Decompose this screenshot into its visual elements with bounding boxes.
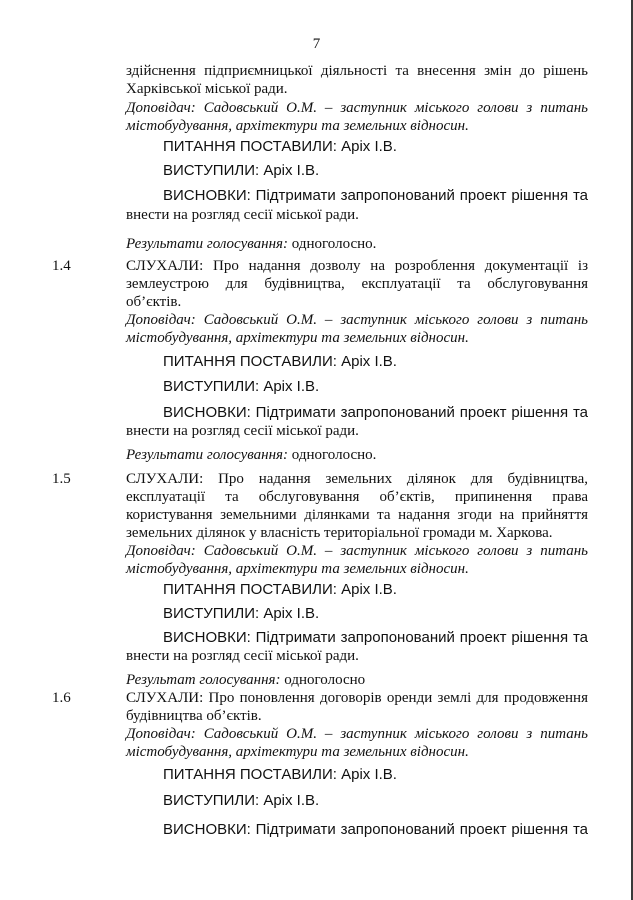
spoke: ВИСТУПИЛИ: Аріх І.В. [163,605,320,622]
conclusions-line-1: ВИСНОВКИ: Підтримати запропонований проект рішення та [163,821,588,838]
raised-by: ПИТАННЯ ПОСТАВИЛИ: Аріх І.В. [163,138,397,155]
spoke: ВИСТУПИЛИ: Аріх І.В. [163,378,320,395]
reporter-line-1: Доповідач: Садовський О.М. – заступник міського голови з питань [126,726,588,742]
conclusions-line-1: ВИСНОВКИ: Підтримати запропонований проект рішення та [163,187,588,204]
heard-line: СЛУХАЛИ: Про поновлення договорів оренди землі для продовження [126,690,588,706]
heard-line: СЛУХАЛИ: Про надання земельних ділянок для будівництва, [126,471,588,487]
page-number: 7 [312,36,321,52]
conclusions-line-2: внести на розгляд сесії міської ради. [126,423,359,439]
spoke: ВИСТУПИЛИ: Аріх І.В. [163,162,320,179]
heard-line: експлуатації та обслуговування об’єктів, припинення права [126,489,588,505]
heard-line: СЛУХАЛИ: Про надання дозволу на розроблення документації із [126,258,588,274]
reporter-line-1: Доповідач: Садовський О.М. – заступник міського голови з питань [126,543,588,559]
spoke: ВИСТУПИЛИ: Аріх І.В. [163,792,320,809]
reporter-line-2: містобудування, архітектури та земельних відносин. [126,330,469,346]
reporter-line-2: містобудування, архітектури та земельних відносин. [126,744,469,760]
raised-by: ПИТАННЯ ПОСТАВИЛИ: Аріх І.В. [163,766,397,783]
conclusions-line-1: ВИСНОВКИ: Підтримати запропонований проект рішення та [163,629,588,646]
vote-value: одноголосно [284,672,366,688]
conclusions-line-2: внести на розгляд сесії міської ради. [126,648,359,664]
continuation-line-2: Харківської міської ради. [126,81,288,97]
continuation-line-1: здійснення підприємницької діяльності та внесення змін до рішень [126,63,588,79]
heard-line: землеустрою для будівництва, експлуатації та обслуговування [126,276,588,292]
vote-label: Результати голосування: [126,447,289,463]
vote-label: Результат голосування: [126,672,281,688]
item-number: 1.4 [52,258,71,274]
vote-value: одноголосно. [291,236,377,252]
conclusions-line-2: внести на розгляд сесії міської ради. [126,207,359,223]
reporter-line-1: Доповідач: Садовський О.М. – заступник міського голови з питань [126,100,588,116]
item-number: 1.5 [52,471,71,487]
heard-line: земельних ділянок у власність територіальної громади м. Харкова. [126,525,553,541]
heard-line: об’єктів. [126,294,182,310]
vote-value: одноголосно. [291,447,377,463]
reporter-line-2: містобудування, архітектури та земельних відносин. [126,118,469,134]
reporter-line-2: містобудування, архітектури та земельних відносин. [126,561,469,577]
reporter-line-1: Доповідач: Садовський О.М. – заступник міського голови з питань [126,312,588,328]
heard-line: користування земельними ділянками та надання згоди на прийняття [126,507,588,523]
heard-line: будівництва об’єктів. [126,708,262,724]
raised-by: ПИТАННЯ ПОСТАВИЛИ: Аріх І.В. [163,353,397,370]
vote-result [126,446,588,464]
vote-label: Результати голосування: [126,236,289,252]
vote-result [126,671,588,689]
conclusions-line-1: ВИСНОВКИ: Підтримати запропонований проект рішення та [163,404,588,421]
raised-by: ПИТАННЯ ПОСТАВИЛИ: Аріх І.В. [163,581,397,598]
vote-result [126,235,588,253]
item-number: 1.6 [52,690,71,706]
